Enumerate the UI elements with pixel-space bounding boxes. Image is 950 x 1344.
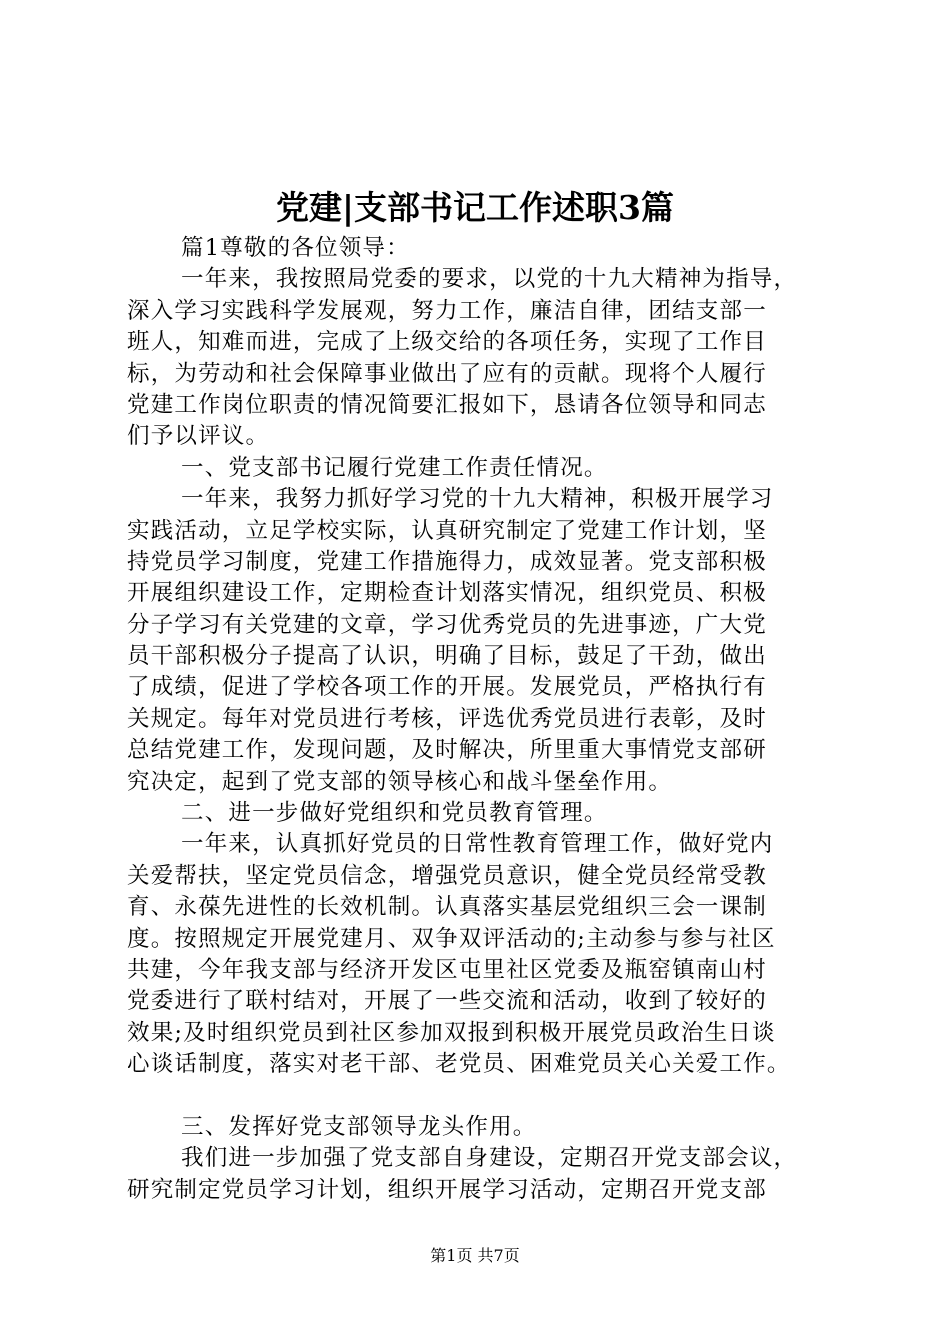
text-line: 一、党支部书记履行党建工作责任情况。 [181,454,608,481]
text-line: 度。按照规定开展党建月、双争双评活动的;主动参与参与社区 [127,925,776,952]
text-line: 党建工作岗位职责的情况简要汇报如下，恳请各位领导和同志 [127,391,767,418]
text-line: 究决定，起到了党支部的领导核心和战斗堡垒作用。 [127,768,673,795]
text-line: 深入学习实践科学发展观，努力工作，廉洁自律，团结支部一 [127,297,767,324]
text-line: 关规定。每年对党员进行考核，评选优秀党员进行表彰，及时 [127,705,767,732]
page-footer: 第1页 共7页 [430,1246,520,1265]
text-line: 开展组织建设工作，定期检查计划落实情况，组织党员、积极 [127,580,767,607]
text-line: 篇1尊敬的各位领导： [181,235,410,261]
text-line: 一年来，我按照局党委的要求，以党的十九大精神为指导， [181,266,798,293]
text-line: 育、永葆先进性的长效机制。认真落实基层党组织三会一课制 [127,894,767,921]
text-line: 班人，知难而进，完成了上级交给的各项任务，实现了工作目 [127,329,767,356]
text-line: 总结党建工作，发现问题，及时解决，所里重大事情党支部研 [127,737,767,764]
text-line: 效果;及时组织党员到社区参加双报到积极开展党员政治生日谈 [127,1019,776,1046]
text-line: 二、进一步做好党组织和党员教育管理。 [181,800,608,827]
text-line [127,1081,847,1112]
text-line: 们予以评议。 [127,423,270,450]
text-line: 我们进一步加强了党支部自身建设，定期召开党支部会议， [181,1145,798,1172]
text-line: 员干部积极分子提高了认识，明确了目标，鼓足了干劲，做出 [127,643,767,670]
text-line: 实践活动，立足学校实际，认真研究制定了党建工作计划，坚 [127,517,767,544]
text-line: 党委进行了联村结对，开展了一些交流和活动，收到了较好的 [127,988,767,1015]
text-line: 一年来，我努力抓好学习党的十九大精神，积极开展学习 [181,486,774,513]
text-line: 心谈话制度，落实对老干部、老党员、困难党员关心关爱工作。 [127,1051,791,1078]
text-line: 共建，今年我支部与经济开发区屯里社区党委及瓶窑镇南山村 [127,956,767,983]
document-title: 党建|支部书记工作述职3篇 [276,188,674,227]
text-line: 研究制定党员学习计划，组织开展学习活动，定期召开党支部 [127,1176,767,1203]
text-line: 持党员学习制度，党建工作措施得力，成效显著。党支部积极 [127,548,767,575]
text-line: 分子学习有关党建的文章，学习优秀党员的先进事迹，广大党 [127,611,767,638]
text-line: 一年来，认真抓好党员的日常性教育管理工作，做好党内 [181,831,774,858]
text-line: 标，为劳动和社会保障事业做出了应有的贡献。现将个人履行 [127,360,767,387]
text-line: 了成绩，促进了学校各项工作的开展。发展党员，严格执行有 [127,674,767,701]
text-line: 三、发挥好党支部领导龙头作用。 [181,1113,537,1140]
document-body [127,233,847,1206]
text-line: 关爱帮扶，坚定党员信念，增强党员意识，健全党员经常受教 [127,862,767,889]
